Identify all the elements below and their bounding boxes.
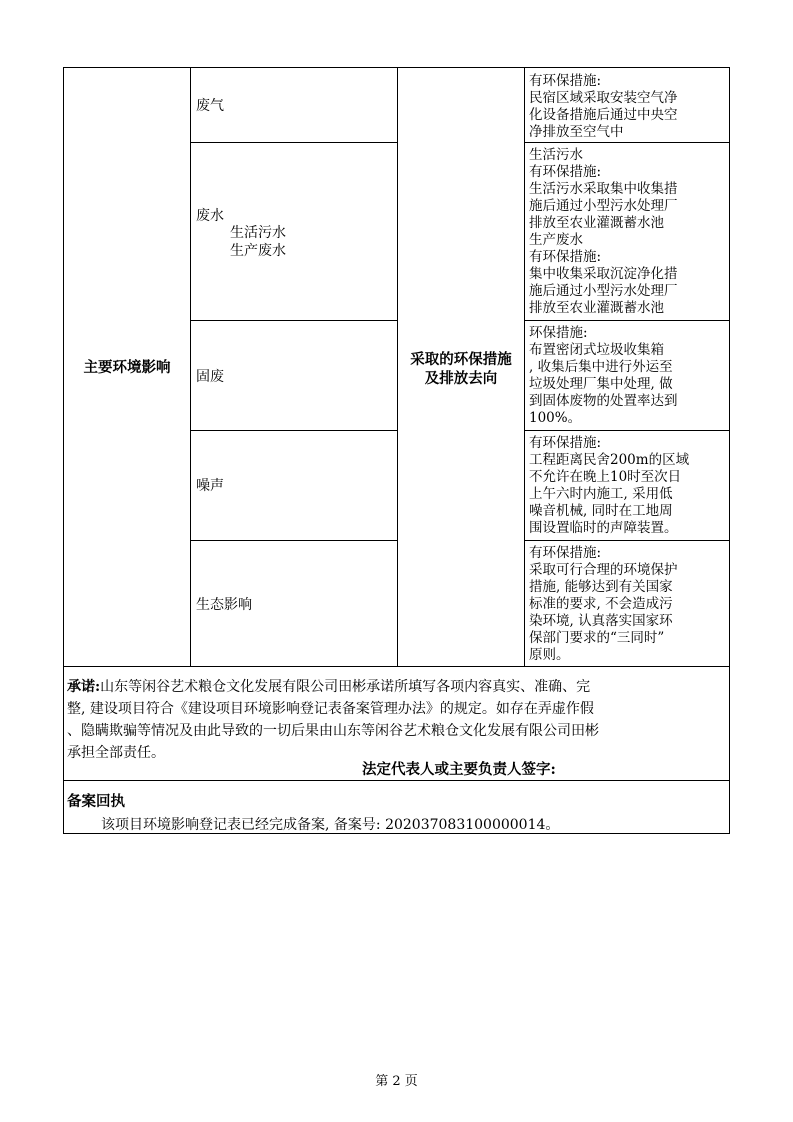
measure-line: 集中收集采取沉淀净化措 bbox=[529, 266, 678, 282]
measure-line: 生产废水 bbox=[529, 232, 583, 248]
main-impact-label: 主要环境影响 bbox=[83, 359, 171, 376]
subitem-domestic-sewage: 生活污水 bbox=[230, 225, 286, 241]
divider bbox=[190, 142, 397, 143]
measure-line: 100%。 bbox=[529, 410, 582, 426]
measures-noise bbox=[529, 435, 689, 537]
category-noise: 噪声 bbox=[196, 478, 224, 494]
divider bbox=[190, 320, 397, 321]
divider bbox=[524, 142, 730, 143]
divider bbox=[524, 320, 730, 321]
receipt-heading: 备案回执 bbox=[67, 793, 125, 810]
measure-line: 施后通过小型污水处理厂 bbox=[529, 198, 678, 214]
receipt-text: 该项目环境影响登记表已经完成备案, 备案号: 202037083100000014。 bbox=[101, 817, 560, 833]
measure-line: 措施, 能够达到有关国家 bbox=[529, 579, 673, 595]
category-wastewater: 废水 bbox=[196, 208, 224, 224]
commitment-text: 山东等闲谷艺术粮仓文化发展有限公司田彬承诺所填写各项内容真实、准确、完 bbox=[100, 679, 591, 695]
commitment-section bbox=[67, 676, 727, 764]
subitem-production-wastewater: 生产废水 bbox=[230, 243, 286, 259]
measure-line: 有环保措施: bbox=[529, 435, 602, 451]
measure-line: 排放至农业灌溉蓄水池 bbox=[529, 300, 664, 316]
page-number: 第 2 页 bbox=[375, 1074, 418, 1089]
measure-line: 染环境, 认真落实国家环 bbox=[529, 613, 673, 629]
measure-line: 上午六时内施工, 采用低 bbox=[529, 486, 673, 502]
commitment-line: 、隐瞒欺骗等情况及由此导致的一切后果由山东等闲谷艺术粮仓文化发展有限公司田彬 bbox=[67, 723, 599, 739]
measure-line: 标准的要求, 不会造成污 bbox=[529, 596, 673, 612]
measure-line: 保部门要求的“三同时” bbox=[529, 630, 665, 646]
commitment-line: 整, 建设项目符合《建设项目环境影响登记表备案管理办法》的规定。如存在弄虚作假 bbox=[67, 701, 594, 717]
measures-label-line2: 及排放去向 bbox=[424, 370, 498, 387]
measures-exhaust-gas bbox=[529, 73, 678, 141]
divider bbox=[63, 666, 730, 667]
divider bbox=[524, 430, 730, 431]
measures-label-line1: 采取的环保措施 bbox=[410, 351, 512, 368]
measure-line: , 收集后集中进行外运至 bbox=[529, 359, 673, 375]
measure-line: 有环保措施: bbox=[529, 73, 602, 89]
divider bbox=[63, 780, 730, 781]
measure-line: 化设备措施后通过中央空 bbox=[529, 107, 678, 123]
category-ecological-impact: 生态影响 bbox=[196, 597, 252, 613]
measure-line: 噪音机械, 同时在工地周 bbox=[529, 503, 673, 519]
measures-ecological-impact bbox=[529, 545, 678, 664]
measure-line: 生活污水采取集中收集措 bbox=[529, 181, 678, 197]
measure-line: 到固体废物的处置率达到 bbox=[529, 393, 678, 409]
measure-line: 民宿区域采取安装空气净 bbox=[529, 90, 678, 106]
signature-label: 法定代表人或主要负责人签字: bbox=[362, 761, 556, 778]
measure-line: 施后通过小型污水处理厂 bbox=[529, 283, 678, 299]
divider bbox=[190, 540, 397, 541]
category-exhaust-gas: 废气 bbox=[196, 98, 224, 114]
divider bbox=[190, 430, 397, 431]
category-solid-waste: 固废 bbox=[196, 369, 224, 385]
measures-wastewater bbox=[529, 147, 678, 317]
commitment-line bbox=[67, 676, 727, 698]
measure-line: 生活污水 bbox=[529, 147, 583, 163]
commitment-line: 承担全部责任。 bbox=[67, 745, 165, 761]
measure-line: 不允许在晚上10时至次日 bbox=[529, 469, 682, 485]
measure-line: 围设置临时的声障装置。 bbox=[529, 520, 678, 536]
measure-line: 垃圾处理厂集中处理, 做 bbox=[529, 376, 673, 392]
commitment-heading: 承诺: bbox=[67, 679, 101, 695]
measures-label bbox=[397, 350, 525, 388]
measure-line: 原则。 bbox=[529, 647, 570, 663]
measure-line: 工程距离民舍200m的区域 bbox=[529, 452, 690, 468]
measure-line: 有环保措施: bbox=[529, 545, 602, 561]
measure-line: 布置密闭式垃圾收集箱 bbox=[529, 342, 664, 358]
measure-line: 环保措施: bbox=[529, 325, 588, 341]
measure-line: 有环保措施: bbox=[529, 249, 602, 265]
measure-line: 有环保措施: bbox=[529, 164, 602, 180]
measure-line: 排放至农业灌溉蓄水池 bbox=[529, 215, 664, 231]
measure-line: 净排放至空气中 bbox=[529, 124, 624, 140]
divider bbox=[524, 540, 730, 541]
measure-line: 采取可行合理的环境保护 bbox=[529, 562, 678, 578]
measures-solid-waste bbox=[529, 325, 678, 427]
